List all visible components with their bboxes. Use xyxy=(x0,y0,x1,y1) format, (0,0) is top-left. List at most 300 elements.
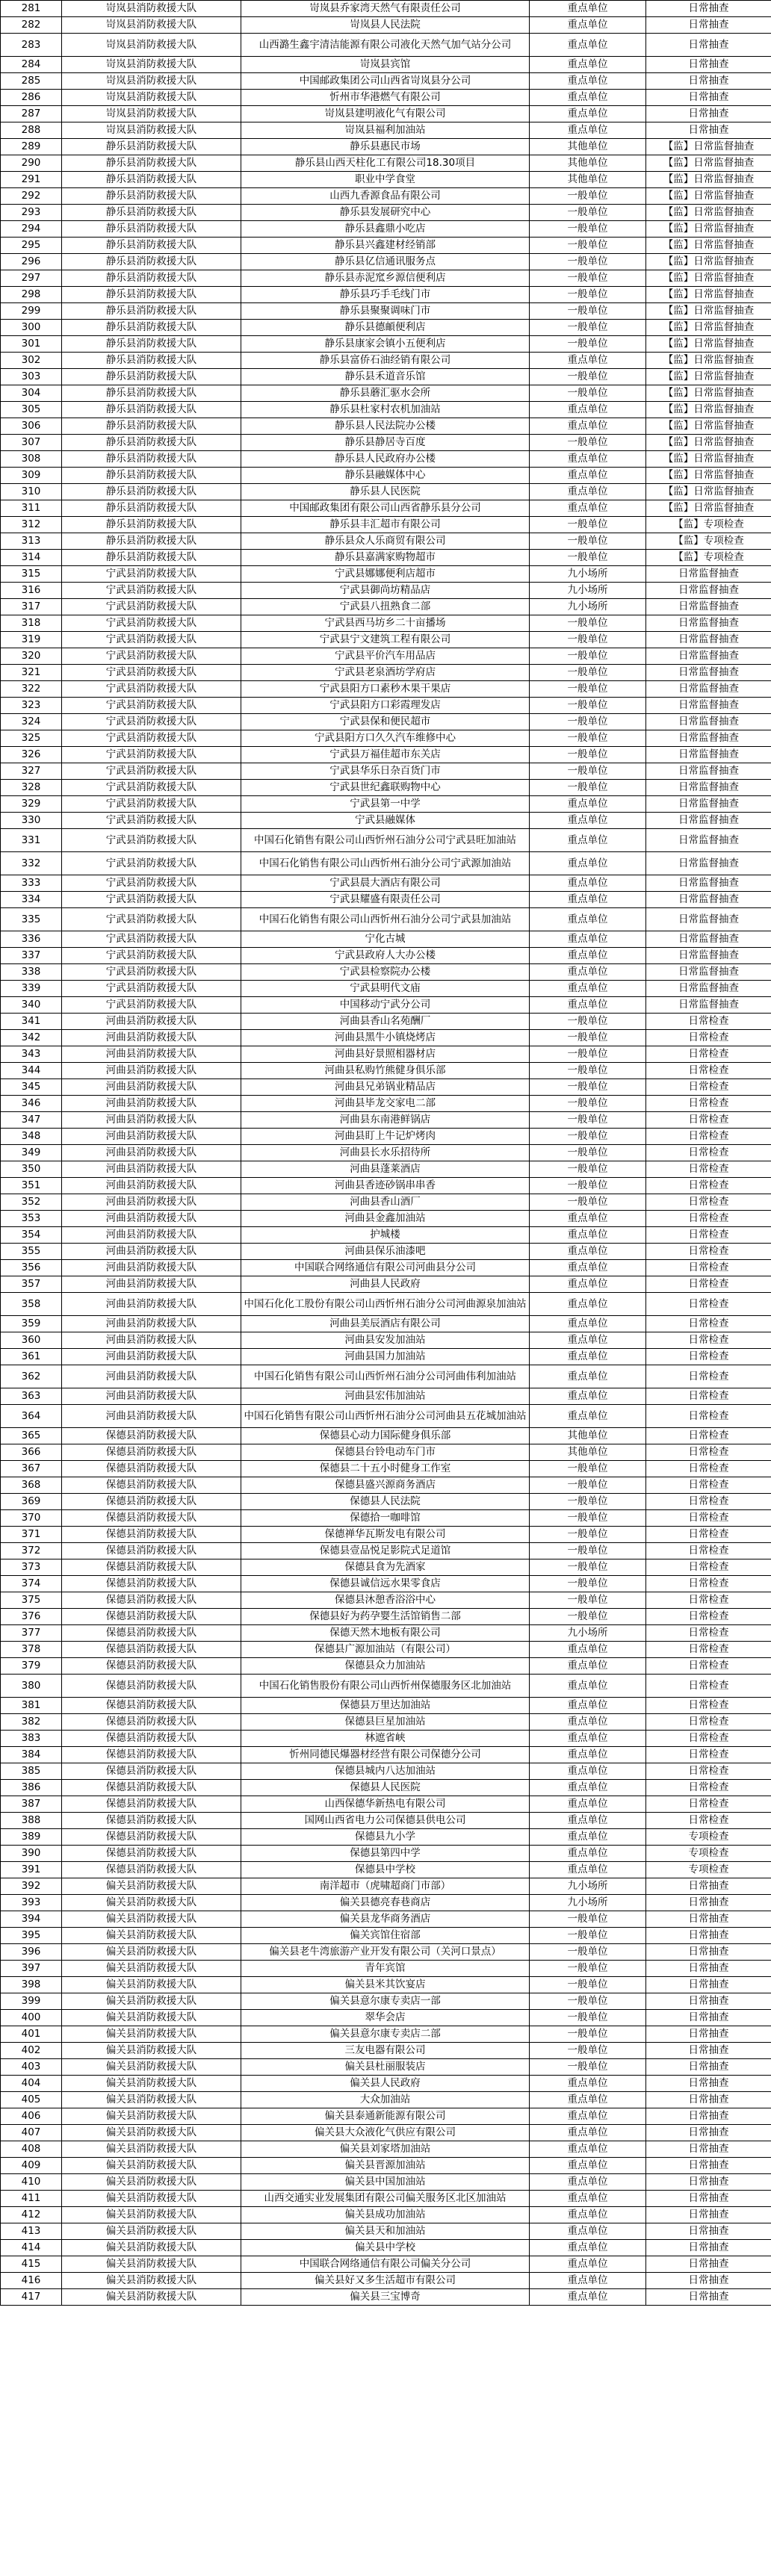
row-number-cell: 282 xyxy=(1,17,62,34)
brigade-name-cell: 静乐县消防救援大队 xyxy=(62,484,241,500)
row-number-cell: 369 xyxy=(1,1494,62,1510)
row-number-cell: 325 xyxy=(1,730,62,747)
inspection-type-cell: 日常抽查 xyxy=(646,2223,771,2240)
inspection-type-cell: 日常检查 xyxy=(646,1592,771,1609)
inspection-type-cell: 日常监督抽查 xyxy=(646,583,771,599)
unit-category-cell: 一般单位 xyxy=(530,730,646,747)
table-row xyxy=(1,1658,771,1675)
table-row xyxy=(1,369,771,385)
brigade-name-cell: 河曲县消防救援大队 xyxy=(62,1079,241,1096)
table-row xyxy=(1,1895,771,1911)
unit-name-cell: 宁武县耀盛有限责任公司 xyxy=(241,892,530,908)
unit-category-cell: 重点单位 xyxy=(530,122,646,139)
row-number-cell: 341 xyxy=(1,1014,62,1030)
unit-category-cell: 重点单位 xyxy=(530,2207,646,2223)
inspection-type-cell: 日常监督抽查 xyxy=(646,730,771,747)
table-row xyxy=(1,829,771,852)
brigade-name-cell: 保德县消防救援大队 xyxy=(62,1625,241,1642)
unit-category-cell: 一般单位 xyxy=(530,747,646,763)
unit-name-cell: 保德县第四中学 xyxy=(241,1846,530,1862)
brigade-name-cell: 河曲县消防救援大队 xyxy=(62,1405,241,1428)
row-number-cell: 324 xyxy=(1,714,62,730)
unit-category-cell: 重点单位 xyxy=(530,106,646,122)
row-number-cell: 312 xyxy=(1,517,62,533)
unit-name-cell: 三友电器有限公司 xyxy=(241,2043,530,2059)
row-number-cell: 342 xyxy=(1,1030,62,1046)
table-row xyxy=(1,500,771,517)
unit-category-cell: 一般单位 xyxy=(530,336,646,353)
table-row xyxy=(1,1780,771,1796)
inspection-type-cell: 日常监督抽查 xyxy=(646,763,771,780)
table-row xyxy=(1,1543,771,1559)
inspection-type-cell: 日常监督抽查 xyxy=(646,566,771,583)
brigade-name-cell: 岢岚县消防救援大队 xyxy=(62,57,241,73)
brigade-name-cell: 保德县消防救援大队 xyxy=(62,1494,241,1510)
brigade-name-cell: 偏关县消防救援大队 xyxy=(62,1895,241,1911)
brigade-name-cell: 偏关县消防救援大队 xyxy=(62,2026,241,2043)
row-number-cell: 333 xyxy=(1,875,62,892)
unit-name-cell: 静乐县人民法院办公楼 xyxy=(241,418,530,435)
unit-category-cell: 重点单位 xyxy=(530,1714,646,1731)
row-number-cell: 330 xyxy=(1,813,62,829)
row-number-cell: 392 xyxy=(1,1878,62,1895)
table-row xyxy=(1,122,771,139)
row-number-cell: 316 xyxy=(1,583,62,599)
unit-category-cell: 一般单位 xyxy=(530,1993,646,2010)
inspection-type-cell: 日常抽查 xyxy=(646,2240,771,2256)
unit-category-cell: 一般单位 xyxy=(530,517,646,533)
brigade-name-cell: 保德县消防救援大队 xyxy=(62,1428,241,1444)
table-row xyxy=(1,2174,771,2191)
brigade-name-cell: 保德县消防救援大队 xyxy=(62,1796,241,1813)
row-number-cell: 285 xyxy=(1,73,62,90)
brigade-name-cell: 偏关县消防救援大队 xyxy=(62,2059,241,2076)
brigade-name-cell: 宁武县消防救援大队 xyxy=(62,583,241,599)
table-row xyxy=(1,336,771,353)
table-row xyxy=(1,2125,771,2141)
table-row xyxy=(1,1211,771,1227)
row-number-cell: 379 xyxy=(1,1658,62,1675)
table-row xyxy=(1,1961,771,1977)
row-number-cell: 288 xyxy=(1,122,62,139)
unit-category-cell: 一般单位 xyxy=(530,1477,646,1494)
inspection-type-cell: 日常监督抽查 xyxy=(646,829,771,852)
unit-category-cell: 一般单位 xyxy=(530,1014,646,1030)
brigade-name-cell: 静乐县消防救援大队 xyxy=(62,287,241,303)
unit-name-cell: 宁武县第一中学 xyxy=(241,796,530,813)
table-row xyxy=(1,1112,771,1129)
inspection-type-cell: 日常检查 xyxy=(646,1244,771,1260)
row-number-cell: 310 xyxy=(1,484,62,500)
unit-name-cell: 保德县诚信远水果零食店 xyxy=(241,1576,530,1592)
inspection-type-cell: 日常检查 xyxy=(646,1731,771,1747)
inspection-type-cell: 日常监督抽查 xyxy=(646,648,771,665)
unit-category-cell: 重点单位 xyxy=(530,1276,646,1293)
row-number-cell: 306 xyxy=(1,418,62,435)
inspection-type-cell: 日常检查 xyxy=(646,1194,771,1211)
row-number-cell: 331 xyxy=(1,829,62,852)
brigade-name-cell: 宁武县消防救援大队 xyxy=(62,813,241,829)
unit-category-cell: 一般单位 xyxy=(530,369,646,385)
unit-name-cell: 保德县二十五小时健身工作室 xyxy=(241,1461,530,1477)
brigade-name-cell: 静乐县消防救援大队 xyxy=(62,517,241,533)
row-number-cell: 380 xyxy=(1,1675,62,1698)
unit-name-cell: 宁武县万福佳超市东关店 xyxy=(241,747,530,763)
row-number-cell: 335 xyxy=(1,908,62,931)
brigade-name-cell: 偏关县消防救援大队 xyxy=(62,1878,241,1895)
brigade-name-cell: 静乐县消防救援大队 xyxy=(62,385,241,402)
unit-category-cell: 一般单位 xyxy=(530,2043,646,2059)
row-number-cell: 311 xyxy=(1,500,62,517)
brigade-name-cell: 静乐县消防救援大队 xyxy=(62,550,241,566)
row-number-cell: 304 xyxy=(1,385,62,402)
row-number-cell: 401 xyxy=(1,2026,62,2043)
inspection-type-cell: 日常检查 xyxy=(646,1211,771,1227)
unit-category-cell: 一般单位 xyxy=(530,1961,646,1977)
table-row xyxy=(1,1260,771,1276)
unit-category-cell: 一般单位 xyxy=(530,1096,646,1112)
unit-category-cell: 重点单位 xyxy=(530,2174,646,2191)
unit-category-cell: 一般单位 xyxy=(530,665,646,681)
unit-name-cell: 中国石化销售有限公司山西忻州石油分公司宁武县加油站 xyxy=(241,908,530,931)
table-row xyxy=(1,1293,771,1316)
unit-category-cell: 重点单位 xyxy=(530,1642,646,1658)
table-row xyxy=(1,599,771,615)
unit-category-cell: 重点单位 xyxy=(530,402,646,418)
brigade-name-cell: 静乐县消防救援大队 xyxy=(62,533,241,550)
unit-category-cell: 一般单位 xyxy=(530,254,646,270)
unit-name-cell: 偏关县老牛湾旅游产业开发有限公司（关河口景点） xyxy=(241,1944,530,1961)
unit-name-cell: 河曲县蓬莱酒店 xyxy=(241,1161,530,1178)
row-number-cell: 347 xyxy=(1,1112,62,1129)
brigade-name-cell: 静乐县消防救援大队 xyxy=(62,402,241,418)
table-row xyxy=(1,1405,771,1428)
table-row xyxy=(1,2256,771,2273)
inspection-type-cell: 日常监督抽查 xyxy=(646,615,771,632)
unit-name-cell: 国网山西省电力公司保德县供电公司 xyxy=(241,1813,530,1829)
table-row xyxy=(1,1494,771,1510)
brigade-name-cell: 宁武县消防救援大队 xyxy=(62,763,241,780)
table-row xyxy=(1,566,771,583)
brigade-name-cell: 河曲县消防救援大队 xyxy=(62,1365,241,1388)
row-number-cell: 412 xyxy=(1,2207,62,2223)
table-row xyxy=(1,353,771,369)
table-row xyxy=(1,17,771,34)
row-number-cell: 337 xyxy=(1,948,62,964)
table-row xyxy=(1,948,771,964)
brigade-name-cell: 宁武县消防救援大队 xyxy=(62,931,241,948)
row-number-cell: 359 xyxy=(1,1316,62,1332)
inspection-type-cell: 【监】日常监督抽查 xyxy=(646,435,771,451)
unit-name-cell: 静乐县人民医院 xyxy=(241,484,530,500)
unit-category-cell: 一般单位 xyxy=(530,287,646,303)
unit-name-cell: 山西九香源食品有限公司 xyxy=(241,188,530,205)
brigade-name-cell: 静乐县消防救援大队 xyxy=(62,254,241,270)
row-number-cell: 388 xyxy=(1,1813,62,1829)
inspection-type-cell: 日常抽查 xyxy=(646,17,771,34)
unit-category-cell: 重点单位 xyxy=(530,468,646,484)
unit-category-cell: 一般单位 xyxy=(530,763,646,780)
row-number-cell: 406 xyxy=(1,2108,62,2125)
inspection-type-cell: 日常监督抽查 xyxy=(646,852,771,875)
unit-name-cell: 林遮省峡 xyxy=(241,1731,530,1747)
inspection-type-cell: 【监】日常监督抽查 xyxy=(646,353,771,369)
unit-name-cell: 偏关县中学校 xyxy=(241,2240,530,2256)
inspection-type-cell: 【监】日常监督抽查 xyxy=(646,451,771,468)
unit-name-cell: 静乐县兴鑫建材经销部 xyxy=(241,238,530,254)
unit-name-cell: 河曲县毕龙交家电二部 xyxy=(241,1096,530,1112)
unit-category-cell: 重点单位 xyxy=(530,1227,646,1244)
inspection-type-cell: 日常抽查 xyxy=(646,1993,771,2010)
unit-category-cell: 九小场所 xyxy=(530,1878,646,1895)
table-row xyxy=(1,698,771,714)
table-row xyxy=(1,1609,771,1625)
unit-category-cell: 一般单位 xyxy=(530,1194,646,1211)
unit-category-cell: 重点单位 xyxy=(530,90,646,106)
row-number-cell: 295 xyxy=(1,238,62,254)
row-number-cell: 411 xyxy=(1,2191,62,2207)
table-row xyxy=(1,1096,771,1112)
unit-name-cell: 静乐县融媒体中心 xyxy=(241,468,530,484)
unit-name-cell: 中国石化销售有限公司山西忻州石油分公司河曲县五花城加油站 xyxy=(241,1405,530,1428)
inspection-type-cell: 日常监督抽查 xyxy=(646,714,771,730)
row-number-cell: 378 xyxy=(1,1642,62,1658)
row-number-cell: 332 xyxy=(1,852,62,875)
table-row xyxy=(1,188,771,205)
unit-name-cell: 山西潞生鑫宇清洁能源有限公司液化天然气加气站分公司 xyxy=(241,34,530,57)
unit-category-cell: 一般单位 xyxy=(530,1030,646,1046)
inspection-type-cell: 【监】日常监督抽查 xyxy=(646,418,771,435)
unit-category-cell: 重点单位 xyxy=(530,1388,646,1405)
unit-name-cell: 偏关县大众液化气供应有限公司 xyxy=(241,2125,530,2141)
brigade-name-cell: 宁武县消防救援大队 xyxy=(62,780,241,796)
row-number-cell: 404 xyxy=(1,2076,62,2092)
unit-name-cell: 河曲县安发加油站 xyxy=(241,1332,530,1349)
table-row xyxy=(1,550,771,566)
row-number-cell: 353 xyxy=(1,1211,62,1227)
unit-category-cell: 其他单位 xyxy=(530,1428,646,1444)
inspection-type-cell: 日常检查 xyxy=(646,1293,771,1316)
unit-name-cell: 偏关县龙华商务酒店 xyxy=(241,1911,530,1928)
table-row xyxy=(1,1698,771,1714)
inspection-type-cell: 【监】日常监督抽查 xyxy=(646,221,771,238)
row-number-cell: 328 xyxy=(1,780,62,796)
unit-name-cell: 宁武县平价汽车用品店 xyxy=(241,648,530,665)
unit-name-cell: 宁武县检察院办公楼 xyxy=(241,964,530,981)
brigade-name-cell: 保德县消防救援大队 xyxy=(62,1642,241,1658)
inspection-type-cell: 日常检查 xyxy=(646,1096,771,1112)
table-row xyxy=(1,172,771,188)
inspection-type-cell: 日常检查 xyxy=(646,1658,771,1675)
row-number-cell: 334 xyxy=(1,892,62,908)
inspection-type-cell: 【监】日常监督抽查 xyxy=(646,484,771,500)
brigade-name-cell: 河曲县消防救援大队 xyxy=(62,1332,241,1349)
unit-name-cell: 宁武县融媒体 xyxy=(241,813,530,829)
unit-name-cell: 宁武县晨大酒店有限公司 xyxy=(241,875,530,892)
table-row xyxy=(1,997,771,1014)
unit-name-cell: 岢岚县宾馆 xyxy=(241,57,530,73)
row-number-cell: 416 xyxy=(1,2273,62,2289)
table-row xyxy=(1,615,771,632)
inspection-type-cell: 日常抽查 xyxy=(646,2289,771,2306)
brigade-name-cell: 偏关县消防救援大队 xyxy=(62,2223,241,2240)
row-number-cell: 319 xyxy=(1,632,62,648)
inspection-type-cell: 【监】日常监督抽查 xyxy=(646,188,771,205)
inspection-type-cell: 日常检查 xyxy=(646,1145,771,1161)
brigade-name-cell: 保德县消防救援大队 xyxy=(62,1658,241,1675)
unit-name-cell: 保德县盛兴源商务酒店 xyxy=(241,1477,530,1494)
brigade-name-cell: 静乐县消防救援大队 xyxy=(62,336,241,353)
inspection-type-cell: 【监】日常监督抽查 xyxy=(646,402,771,418)
unit-category-cell: 重点单位 xyxy=(530,1211,646,1227)
unit-name-cell: 中国联合网络通信有限公司偏关分公司 xyxy=(241,2256,530,2273)
inspection-type-cell: 日常监督抽查 xyxy=(646,796,771,813)
brigade-name-cell: 河曲县消防救援大队 xyxy=(62,1178,241,1194)
row-number-cell: 284 xyxy=(1,57,62,73)
inspection-type-cell: 日常抽查 xyxy=(646,73,771,90)
brigade-name-cell: 保德县消防救援大队 xyxy=(62,1747,241,1763)
row-number-cell: 289 xyxy=(1,139,62,155)
row-number-cell: 390 xyxy=(1,1846,62,1862)
unit-name-cell: 静乐县赤泥窊乡源信便利店 xyxy=(241,270,530,287)
table-row xyxy=(1,1,771,17)
unit-category-cell: 重点单位 xyxy=(530,500,646,517)
inspection-type-cell: 日常检查 xyxy=(646,1698,771,1714)
unit-category-cell: 一般单位 xyxy=(530,1944,646,1961)
inspection-type-cell: 日常抽查 xyxy=(646,2092,771,2108)
row-number-cell: 372 xyxy=(1,1543,62,1559)
unit-category-cell: 重点单位 xyxy=(530,353,646,369)
unit-name-cell: 岢岚县建明液化气有限公司 xyxy=(241,106,530,122)
brigade-name-cell: 静乐县消防救援大队 xyxy=(62,221,241,238)
brigade-name-cell: 偏关县消防救援大队 xyxy=(62,2010,241,2026)
unit-name-cell: 静乐县鑫鼎小吃店 xyxy=(241,221,530,238)
unit-category-cell: 一般单位 xyxy=(530,1112,646,1129)
unit-name-cell: 职业中学食堂 xyxy=(241,172,530,188)
brigade-name-cell: 保德县消防救援大队 xyxy=(62,1477,241,1494)
row-number-cell: 299 xyxy=(1,303,62,320)
unit-category-cell: 重点单位 xyxy=(530,1365,646,1388)
table-row xyxy=(1,1145,771,1161)
inspection-type-cell: 日常检查 xyxy=(646,1079,771,1096)
unit-name-cell: 宁武县保和便民超市 xyxy=(241,714,530,730)
unit-name-cell: 忻州市华港燃气有限公司 xyxy=(241,90,530,106)
row-number-cell: 397 xyxy=(1,1961,62,1977)
row-number-cell: 339 xyxy=(1,981,62,997)
unit-name-cell: 保德县人民医院 xyxy=(241,1780,530,1796)
table-row xyxy=(1,1063,771,1079)
unit-name-cell: 保德县食为先酒家 xyxy=(241,1559,530,1576)
unit-name-cell: 岢岚县乔家湾天然气有限责任公司 xyxy=(241,1,530,17)
inspection-type-cell: 日常检查 xyxy=(646,1780,771,1796)
row-number-cell: 286 xyxy=(1,90,62,106)
unit-name-cell: 偏关宾馆住宿部 xyxy=(241,1928,530,1944)
unit-category-cell: 重点单位 xyxy=(530,2158,646,2174)
inspection-type-cell: 日常检查 xyxy=(646,1112,771,1129)
brigade-name-cell: 河曲县消防救援大队 xyxy=(62,1014,241,1030)
inspection-type-cell: 日常检查 xyxy=(646,1642,771,1658)
table-row xyxy=(1,517,771,533)
table-row xyxy=(1,931,771,948)
brigade-name-cell: 静乐县消防救援大队 xyxy=(62,353,241,369)
unit-name-cell: 保德县壹品悦足影院式足道馆 xyxy=(241,1543,530,1559)
brigade-name-cell: 静乐县消防救援大队 xyxy=(62,238,241,254)
unit-name-cell: 山西保德华新热电有限公司 xyxy=(241,1796,530,1813)
unit-category-cell: 一般单位 xyxy=(530,270,646,287)
brigade-name-cell: 偏关县消防救援大队 xyxy=(62,1977,241,1993)
row-number-cell: 407 xyxy=(1,2125,62,2141)
table-row xyxy=(1,2043,771,2059)
brigade-name-cell: 保德县消防救援大队 xyxy=(62,1731,241,1747)
brigade-name-cell: 静乐县消防救援大队 xyxy=(62,188,241,205)
table-row xyxy=(1,205,771,221)
inspection-type-cell: 日常检查 xyxy=(646,1014,771,1030)
brigade-name-cell: 河曲县消防救援大队 xyxy=(62,1161,241,1178)
table-row xyxy=(1,2141,771,2158)
brigade-name-cell: 河曲县消防救援大队 xyxy=(62,1316,241,1332)
unit-name-cell: 宁武县阳方口彩霞理发店 xyxy=(241,698,530,714)
unit-name-cell: 保德县众力加油站 xyxy=(241,1658,530,1675)
brigade-name-cell: 偏关县消防救援大队 xyxy=(62,1993,241,2010)
row-number-cell: 363 xyxy=(1,1388,62,1405)
row-number-cell: 409 xyxy=(1,2158,62,2174)
brigade-name-cell: 保德县消防救援大队 xyxy=(62,1609,241,1625)
unit-name-cell: 河曲县东南港鲜锅店 xyxy=(241,1112,530,1129)
inspection-table-body xyxy=(1,1,771,2306)
unit-name-cell: 保德县广源加油站（有限公司） xyxy=(241,1642,530,1658)
row-number-cell: 338 xyxy=(1,964,62,981)
table-row xyxy=(1,1332,771,1349)
unit-category-cell: 一般单位 xyxy=(530,1527,646,1543)
unit-name-cell: 保德县九小学 xyxy=(241,1829,530,1846)
row-number-cell: 383 xyxy=(1,1731,62,1747)
row-number-cell: 287 xyxy=(1,106,62,122)
unit-category-cell: 重点单位 xyxy=(530,852,646,875)
unit-name-cell: 中国石化销售股份有限公司山西忻州保德服务区北加油站 xyxy=(241,1675,530,1698)
brigade-name-cell: 宁武县消防救援大队 xyxy=(62,948,241,964)
inspection-type-cell: 日常监督抽查 xyxy=(646,981,771,997)
unit-category-cell: 其他单位 xyxy=(530,155,646,172)
unit-category-cell: 重点单位 xyxy=(530,484,646,500)
brigade-name-cell: 河曲县消防救援大队 xyxy=(62,1349,241,1365)
unit-name-cell: 河曲县人民政府 xyxy=(241,1276,530,1293)
inspection-type-cell: 【监】日常监督抽查 xyxy=(646,336,771,353)
unit-category-cell: 重点单位 xyxy=(530,997,646,1014)
unit-category-cell: 重点单位 xyxy=(530,948,646,964)
brigade-name-cell: 保德县消防救援大队 xyxy=(62,1714,241,1731)
unit-name-cell: 保德县台铃电动车门市 xyxy=(241,1444,530,1461)
unit-name-cell: 宁武县御尚坊精品店 xyxy=(241,583,530,599)
unit-category-cell: 重点单位 xyxy=(530,2273,646,2289)
unit-category-cell: 九小场所 xyxy=(530,583,646,599)
unit-name-cell: 保德县人民法院 xyxy=(241,1494,530,1510)
inspection-type-cell: 日常检查 xyxy=(646,1763,771,1780)
brigade-name-cell: 岢岚县消防救援大队 xyxy=(62,34,241,57)
brigade-name-cell: 河曲县消防救援大队 xyxy=(62,1276,241,1293)
unit-category-cell: 重点单位 xyxy=(530,2191,646,2207)
table-row xyxy=(1,2092,771,2108)
unit-category-cell: 重点单位 xyxy=(530,1316,646,1332)
inspection-type-cell: 日常抽查 xyxy=(646,1977,771,1993)
inspection-type-cell: 日常抽查 xyxy=(646,2273,771,2289)
table-row xyxy=(1,2273,771,2289)
row-number-cell: 343 xyxy=(1,1046,62,1063)
unit-category-cell: 一般单位 xyxy=(530,1911,646,1928)
brigade-name-cell: 岢岚县消防救援大队 xyxy=(62,90,241,106)
row-number-cell: 292 xyxy=(1,188,62,205)
unit-category-cell: 重点单位 xyxy=(530,2108,646,2125)
unit-category-cell: 重点单位 xyxy=(530,2125,646,2141)
